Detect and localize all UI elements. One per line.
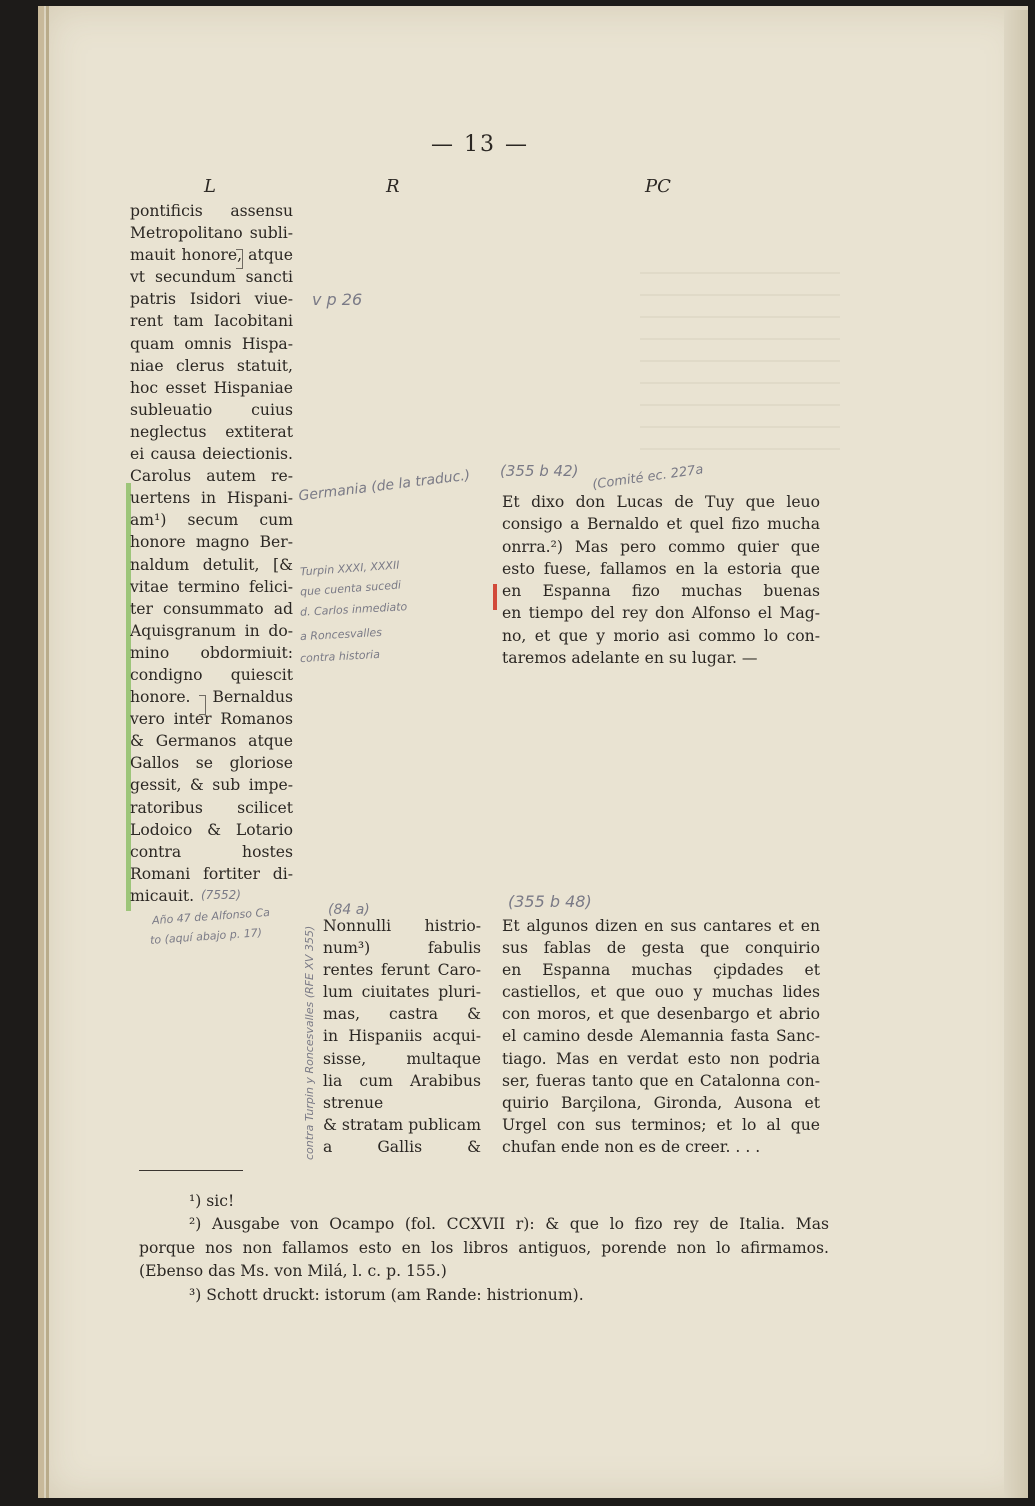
text-line: num³) fabulis: [323, 939, 481, 958]
text-line: Et dixo don Lucas de Tuy que leuo: [502, 493, 820, 511]
text-line: honore. Bernaldus: [130, 688, 293, 707]
text-line: con moros, et que desenbargo et abrio: [502, 1005, 820, 1024]
pencil-annotation: Germania (de la traduc.): [297, 467, 472, 505]
page-number: — 13 —: [431, 132, 529, 157]
text-line: ter consummato ad: [130, 599, 293, 618]
footnote-1: ¹) sic!: [189, 1192, 235, 1210]
text-line: micauit.: [130, 886, 195, 905]
text-line: Lodoico & Lotario: [130, 820, 293, 839]
text-line: en Espanna fizo muchas buenas: [502, 582, 820, 601]
text-line: am¹) secum cum: [130, 511, 293, 530]
text-line: ei causa deiectionis.: [130, 445, 293, 464]
pencil-annotation: d. Carlos inmediato: [299, 600, 408, 619]
text-line: no, et que y morio asi commo lo con-: [502, 626, 820, 645]
bleed-through-text: [640, 260, 840, 450]
pencil-annotation-vertical: contra Turpin y Roncesvalles (RFE XV 355): [303, 925, 316, 1160]
pencil-annotation: (7552): [201, 888, 241, 902]
text-line: subleuatio cuius: [130, 400, 293, 419]
pencil-annotation: to (aquí abajo p. 17): [149, 926, 263, 947]
text-line: onrra.²) Mas pero commo quier que: [502, 537, 820, 556]
text-line: mas, castra &: [323, 1005, 481, 1024]
pc-text-column-top: [502, 491, 820, 669]
text-line: en Espanna muchas çipdades et: [502, 961, 820, 980]
footnotes: [139, 1190, 829, 1307]
text-line: lum ciuitates pluri-: [323, 983, 481, 1002]
text-line: ratoribus scilicet: [130, 798, 293, 817]
text-line: Gallos se gloriose: [130, 754, 293, 773]
column-heading-r: R: [386, 176, 400, 197]
text-line: uertens in Hispani-: [130, 489, 293, 508]
text-line: neglectus extiterat: [130, 422, 293, 441]
footnote-rule: [139, 1170, 243, 1171]
pencil-annotation: que cuenta sucedi: [299, 578, 402, 599]
pencil-annotation: (84 a): [328, 902, 370, 918]
text-line: lia cum Arabibus: [323, 1071, 481, 1090]
spine-line: [46, 6, 49, 1498]
text-line: esto fuese, fallamos en la estoria que: [502, 559, 820, 578]
pencil-annotation: a Roncesvalles: [299, 625, 383, 644]
text-line: pontificis assensu: [130, 202, 293, 220]
text-line: sisse, multaque: [323, 1049, 481, 1068]
column-heading-l: L: [204, 176, 216, 197]
text-line: quam omnis Hispa-: [130, 334, 293, 353]
text-line: ser, fueras tanto que en Catalonna con-: [502, 1071, 820, 1090]
text-line: Nonnulli histrio-: [323, 917, 481, 935]
text-line: consigo a Bernaldo et quel fizo mucha: [502, 515, 820, 534]
column-heading-pc: PC: [645, 176, 671, 197]
text-line: strenue: [323, 1093, 384, 1112]
text-line: & Germanos atque: [130, 732, 293, 751]
text-line: Carolus autem re-: [130, 467, 293, 486]
pencil-annotation: Turpin XXXI, XXXII: [299, 558, 400, 579]
text-line: vero inter Romanos: [130, 710, 293, 729]
footnote-2-line-3: (Ebenso das Ms. von Milá, l. c. p. 155.): [139, 1262, 447, 1281]
text-line: vt secundum sancti: [130, 268, 293, 287]
text-line: Romani fortiter di-: [130, 864, 293, 883]
text-line: a Gallis &: [323, 1137, 481, 1156]
text-line: patris Isidori viue-: [130, 290, 293, 309]
footnote-3: ³) Schott druckt: istorum (am Rande: histrionum).: [189, 1285, 584, 1304]
bracket-mark: [199, 695, 206, 715]
red-margin-mark: [493, 584, 497, 610]
text-line: niae clerus statuit,: [130, 356, 293, 375]
footnote-2-line-2: porque nos non fallamos esto en los libros antiguos, porende non lo afirmamos.: [139, 1238, 829, 1257]
text-line: hoc esset Hispaniae: [130, 378, 293, 397]
text-line: castiellos, et que ouo y muchas lides: [502, 983, 820, 1002]
text-line: naldum detulit, [&: [130, 555, 293, 574]
text-line: in Hispaniis acqui-: [323, 1027, 481, 1046]
r-text-column: [323, 915, 481, 1158]
text-line: quirio Barçilona, Gironda, Ausona et: [502, 1093, 820, 1112]
text-line: mauit honore, atque: [130, 246, 293, 265]
text-line: honore magno Ber-: [130, 533, 293, 552]
text-line: mino obdormiuit:: [130, 643, 293, 662]
pencil-annotation: contra historia: [299, 647, 381, 666]
bracket-mark: [236, 249, 243, 269]
text-line: gessit, & sub impe-: [130, 776, 293, 795]
text-line: Metropolitano subli-: [130, 224, 293, 243]
text-line: rentes ferunt Caro-: [323, 961, 481, 980]
page-right-edge: [1004, 10, 1028, 1498]
pencil-annotation: (Comité ec. 227a: [591, 462, 705, 493]
pencil-annotation: (355 b 42): [500, 462, 579, 480]
pc-text-column-bottom: [502, 915, 820, 1158]
text-line: vitae termino felici-: [130, 577, 293, 596]
latin-text-column: [130, 200, 293, 907]
text-line: tiago. Mas en verdat esto non podria: [502, 1049, 820, 1068]
text-line: rent tam Iacobitani: [130, 312, 293, 331]
pencil-annotation: v p 26: [312, 290, 363, 309]
text-line: Aquisgranum in do-: [130, 621, 293, 640]
pencil-annotation: (355 b 48): [508, 892, 592, 911]
text-line: en tiempo del rey don Alfonso el Mag-: [502, 604, 820, 623]
text-line: Et algunos dizen en sus cantares et en: [502, 917, 820, 935]
pencil-annotation: Año 47 de Alfonso Ca: [151, 905, 271, 928]
text-line: taremos adelante en su lugar. —: [502, 649, 758, 668]
text-line: el camino desde Alemannia fasta Sanc-: [502, 1027, 820, 1046]
text-line: contra hostes: [130, 842, 293, 861]
footnote-2-line-1: ²) Ausgabe von Ocampo (fol. CCXVII r): & que lo fizo rey de Italia. Mas: [189, 1215, 829, 1234]
text-line: sus fablas de gesta que conquirio: [502, 939, 820, 958]
text-line: chufan ende non es de creer. . . .: [502, 1137, 761, 1156]
text-line: & stratam publicam: [323, 1115, 481, 1134]
text-line: condigno quiescit: [130, 665, 293, 684]
text-line: Urgel con sus terminos; et lo al que: [502, 1115, 820, 1134]
